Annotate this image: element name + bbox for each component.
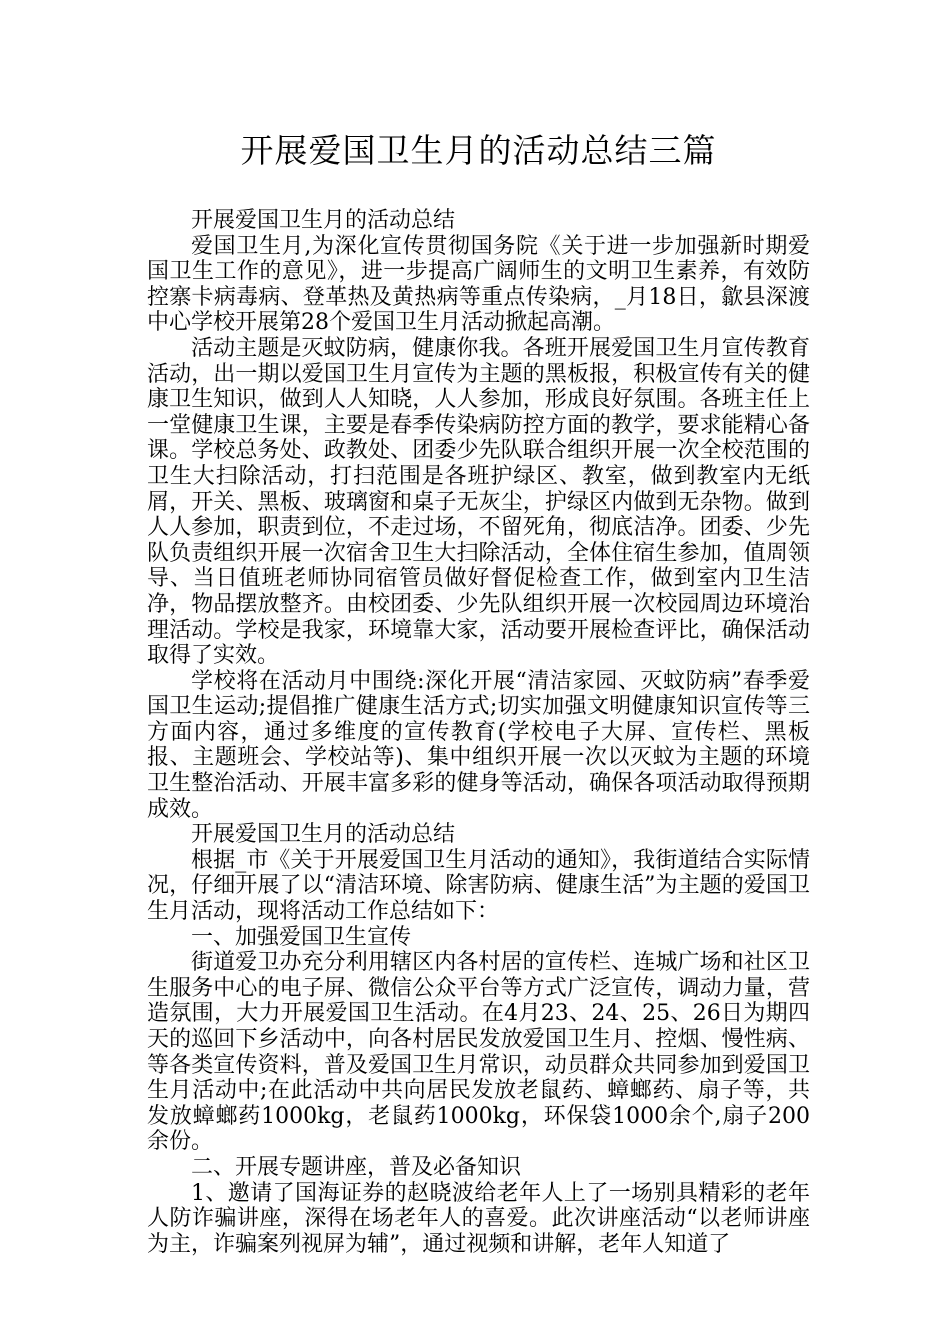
section-heading: 二、开展专题讲座，普及必备知识 [191,1154,522,1180]
paragraph-heading: 开展爱国卫生月的活动总结 [191,208,456,233]
paragraph: 街道爱卫办充分利用辖区内各村居的宣传栏、连城广场和社区卫生服务中心的电子屏、微信公众平台等方式广泛宣传，调动力量，营造氛围，大力开展爱国卫生活动。在4月23、24、25、26日为期四天的巡回下乡活动中，向各村居民发放爱国卫生月、控烟、慢性病、等各类宣传资料，普及爱国卫生月常识，动员群众共同参加到爱国卫生月活动中;在此活动中共向居民发放老鼠药、蟑螂药、扇子等，共发放蟑螂药1000kg，老鼠药1000kg，环保袋1000余个,扇子200余份。 [147,950,810,1155]
paragraph: 1、邀请了国海证券的赵晓波给老年人上了一场别具精彩的老年人防诈骗讲座，深得在场老年人的喜爱。此次讲座活动“以老师讲座为主，诈骗案列视屏为辅”，通过视频和讲解，老年人知道了 [147,1180,810,1257]
document-title: 开展爱国卫生月的活动总结三篇 [240,131,717,170]
paragraph-heading: 开展爱国卫生月的活动总结 [191,822,456,848]
document-body [147,208,810,1257]
paragraph: 爱国卫生月,为深化宣传贯彻国务院《关于进一步加强新时期爱国卫生工作的意见》，进一步提高广阔师生的文明卫生素养，有效防控寨卡病毒病、登革热及黄热病等重点传染病，_月18日，歙县深渡中心学校开展第28个爱国卫生月活动掀起高潮。 [147,233,810,336]
section-heading: 一、加强爱国卫生宣传 [191,924,412,950]
paragraph: 根据_市《关于开展爱国卫生月活动的通知》，我街道结合实际情况，仔细开展了以“清洁环境、除害防病、健康生活”为主题的爱国卫生月活动，现将活动工作总结如下： [147,847,810,925]
paragraph: 学校将在活动月中围绕:深化开展“清洁家园、灭蚊防病”春季爱国卫生运动;提倡推广健康生活方式;切实加强文明健康知识宣传等三方面内容，通过多维度的宣传教育(学校电子大屏、宣传栏、黑板报、主题班会、学校站等)、集中组织开展一次以灭蚊为主题的环境卫生整治活动、开展丰富多彩的健身等活动，确保各项活动取得预期成效。 [147,668,810,822]
paragraph: 活动主题是灭蚊防病，健康你我。各班开展爱国卫生月宣传教育活动，出一期以爱国卫生月宣传为主题的黑板报，积极宣传有关的健康卫生知识，做到人人知晓，人人参加，形成良好氛围。各班主任上一堂健康卫生课，主要是春季传染病防控方面的教学，要求能精心备课。学校总务处、政教处、团委少先队联合组织开展一次全校范围的卫生大扫除活动，打扫范围是各班护绿区、教室，做到教室内无纸屑，开关、黑板、玻璃窗和桌子无灰尘，护绿区内做到无杂物。做到人人参加，职责到位，不走过场，不留死角，彻底洁净。团委、少先队负责组织开展一次宿舍卫生大扫除活动，全体住宿生参加，值周领导、当日值班老师协同宿管员做好督促检查工作，做到室内卫生洁净，物品摆放整齐。由校团委、少先队组织开展一次校园周边环境治理活动。学校是我家，环境靠大家，活动要开展检查评比，确保活动取得了实效。 [147,335,810,669]
